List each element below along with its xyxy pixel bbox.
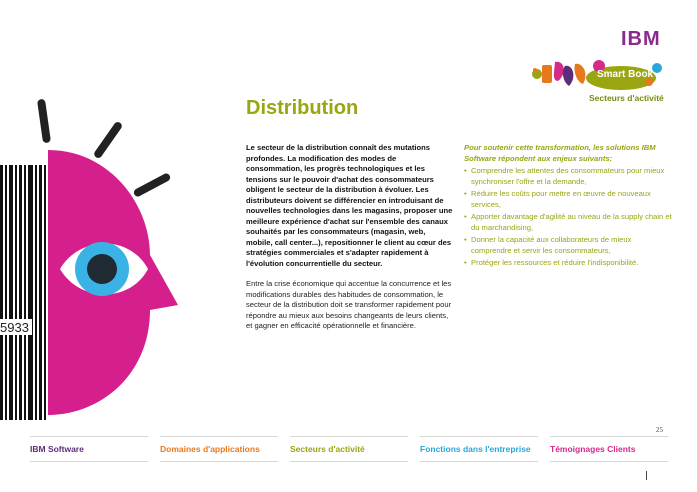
page-number: 25	[656, 426, 663, 434]
solutions-list	[464, 166, 674, 269]
page-title: Distribution	[246, 97, 359, 119]
list-item: • Donner la capacité aux collaborateurs de mieux comprendre et servir les consommateurs,	[464, 235, 674, 256]
nav-fonctions-entreprise[interactable]	[420, 436, 538, 462]
section-subtitle: Secteurs d'activité	[589, 93, 664, 103]
solutions-intro: Pour soutenir cette transformation, les solutions IBM Software répondent aux enjeux suivants:	[464, 143, 656, 163]
nav-label: Domaines d'applications	[160, 444, 260, 454]
smart-book-badge	[527, 56, 667, 104]
nav-label: Fonctions dans l'entreprise	[420, 444, 531, 454]
nav-domaines-applications[interactable]	[160, 436, 278, 462]
list-item: • Apporter davantage d'agilité au niveau de la supply chain et du marchandising,	[464, 212, 674, 233]
nav-secteurs-activite[interactable]	[290, 436, 408, 462]
nav-label: IBM Software	[30, 444, 84, 454]
context-paragraph: Entre la crise économique qui accentue la concurrence et les modifications durables des habitudes de consommation, le secteur de la distribution doit se transformer rapidement pour répondre au mieux aux besoins changeants de leurs clients, et gagner en efficacité opérationnelle et financière.	[246, 279, 452, 330]
list-item: • Protéger les ressources et réduire l'indisponibilité.	[464, 258, 674, 269]
nav-temoignages-clients[interactable]	[550, 436, 668, 462]
retail-eye-illustration	[0, 95, 185, 425]
nav-ibm-software[interactable]	[30, 436, 148, 462]
footer-divider	[646, 471, 647, 480]
nav-label: Témoignages Clients	[550, 444, 636, 454]
list-item: • Comprendre les attentes des consommateurs pour mieux synchroniser l'offre et la demande,	[464, 166, 674, 187]
solutions-column	[464, 143, 674, 271]
ibm-logo: IBM	[621, 28, 667, 50]
list-item: • Réduire les coûts pour mettre en œuvre de nouveaux services,	[464, 189, 674, 210]
barcode-number: 5933	[0, 320, 29, 335]
nav-label: Secteurs d'activité	[290, 444, 365, 454]
smart-book-label: Smart Book	[597, 69, 654, 80]
intro-paragraph: Le secteur de la distribution connaît des mutations profondes. La modification des modes de consommation, les progrès technologiques et les tensions sur le pouvoir d'achat des consommateurs obligent le secteur de la distribution à évoluer. Les distributeurs doivent se différencier en introduisant de nouvelles technologies dans les magasins, proposer une meilleure expérience d'achat sur l'ensemble des canaux souhaités par les consommateurs (magasin, web, mobile, call center...), repositionner le client au cœur des stratégies commerciales et s'adapter rapidement à l'évolution concurrentielle du secteur.	[246, 143, 453, 268]
intro-text-column	[246, 143, 454, 332]
